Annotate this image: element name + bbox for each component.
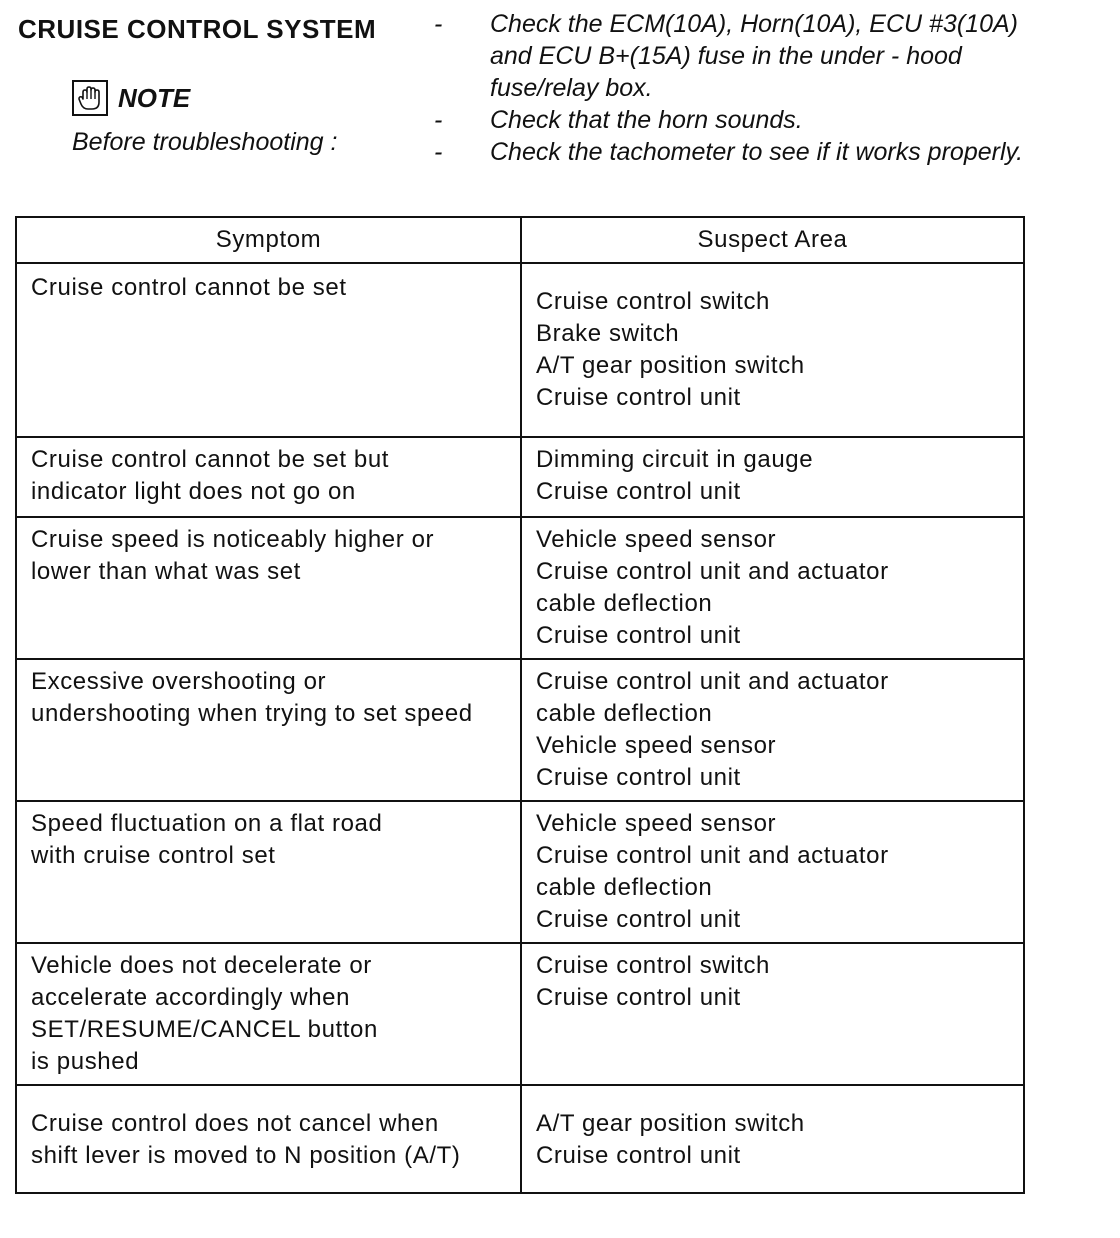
check-bullet: -	[434, 10, 443, 38]
note-label: NOTE	[118, 82, 191, 113]
cell-line: Excessive overshooting or	[31, 668, 327, 695]
table-row	[16, 263, 1024, 437]
cell-line: Cruise speed is noticeably higher or	[31, 526, 435, 553]
symptom-cell	[16, 517, 521, 659]
suspect-cell	[521, 943, 1024, 1085]
cell-line: Vehicle speed sensor	[536, 526, 777, 553]
cell-line: undershooting when trying to set speed	[31, 700, 473, 727]
symptom-cell	[16, 1085, 521, 1193]
symptom-cell	[16, 801, 521, 943]
cell-line: Cruise control unit and actuator	[536, 668, 889, 695]
cell-line: Vehicle speed sensor	[536, 732, 777, 759]
suspect-cell	[521, 659, 1024, 801]
cell-line: A/T gear position switch	[536, 1110, 805, 1137]
check-text	[490, 8, 1075, 104]
cell-line: indicator light does not go on	[31, 478, 356, 505]
troubleshooting-table	[15, 216, 1025, 1194]
cell-line: Vehicle does not decelerate or	[31, 952, 372, 979]
table-row	[16, 801, 1024, 943]
suspect-cell	[521, 517, 1024, 659]
table-row	[16, 437, 1024, 517]
cell-line: cable deflection	[536, 874, 713, 901]
pre-check-item	[430, 104, 1075, 136]
table-header-row	[16, 217, 1024, 263]
section-title: CRUISE CONTROL SYSTEM	[18, 14, 377, 44]
check-line: Check the ECM(10A), Horn(10A), ECU #3(10A)	[490, 10, 1018, 38]
pre-check-item	[430, 136, 1075, 168]
cell-line: Cruise control unit	[536, 1142, 741, 1169]
column-header-suspect-area: Suspect Area	[521, 217, 1024, 263]
cell-line: SET/RESUME/CANCEL button	[31, 1016, 378, 1043]
table-row	[16, 659, 1024, 801]
table-row	[16, 517, 1024, 659]
cell-line: Dimming circuit in gauge	[536, 446, 814, 473]
cell-line: Cruise control unit	[536, 478, 741, 505]
cell-line: Cruise control cannot be set	[31, 274, 347, 301]
table-row	[16, 943, 1024, 1085]
column-header-symptom: Symptom	[16, 217, 521, 263]
cell-line: Cruise control unit	[536, 984, 741, 1011]
check-line: and ECU B+(15A) fuse in the under - hood	[490, 42, 962, 70]
check-line: Check that the horn sounds.	[490, 106, 803, 134]
suspect-cell	[521, 437, 1024, 517]
cell-line: accelerate accordingly when	[31, 984, 351, 1011]
cell-line: shift lever is moved to N position (A/T)	[31, 1142, 461, 1169]
cell-line: Cruise control switch	[536, 952, 771, 979]
cell-line: cable deflection	[536, 590, 713, 617]
pre-check-list	[430, 8, 1075, 168]
cell-line: Cruise control cannot be set but	[31, 446, 390, 473]
check-line: Check the tachometer to see if it works properly.	[490, 138, 1024, 166]
suspect-cell	[521, 1085, 1024, 1193]
cell-line: with cruise control set	[31, 842, 276, 869]
cell-line: Cruise control unit and actuator	[536, 558, 889, 585]
note-hand-icon	[72, 80, 108, 116]
symptom-cell	[16, 943, 521, 1085]
symptom-cell	[16, 437, 521, 517]
check-bullet: -	[434, 106, 443, 134]
cell-line: Cruise control unit	[536, 906, 741, 933]
before-troubleshooting-label: Before troubleshooting :	[72, 128, 338, 156]
pre-check-item	[430, 8, 1075, 104]
cell-line: lower than what was set	[31, 558, 301, 585]
cell-line: Cruise control unit	[536, 384, 741, 411]
cell-line: Cruise control unit	[536, 622, 741, 649]
cell-line: Vehicle speed sensor	[536, 810, 777, 837]
cell-line: cable deflection	[536, 700, 713, 727]
symptom-cell	[16, 263, 521, 437]
table-row	[16, 1085, 1024, 1193]
cell-line: A/T gear position switch	[536, 352, 805, 379]
note-callout	[72, 80, 190, 116]
check-line: fuse/relay box.	[490, 74, 653, 102]
suspect-cell	[521, 263, 1024, 437]
symptom-cell	[16, 659, 521, 801]
cell-line: Brake switch	[536, 320, 680, 347]
cell-line: Cruise control switch	[536, 288, 771, 315]
cell-line: Cruise control unit and actuator	[536, 842, 889, 869]
cell-line: Speed fluctuation on a flat road	[31, 810, 383, 837]
cell-line: is pushed	[31, 1048, 140, 1075]
cell-line: Cruise control unit	[536, 764, 741, 791]
suspect-cell	[521, 801, 1024, 943]
check-bullet: -	[434, 138, 443, 166]
cell-line: Cruise control does not cancel when	[31, 1110, 439, 1137]
